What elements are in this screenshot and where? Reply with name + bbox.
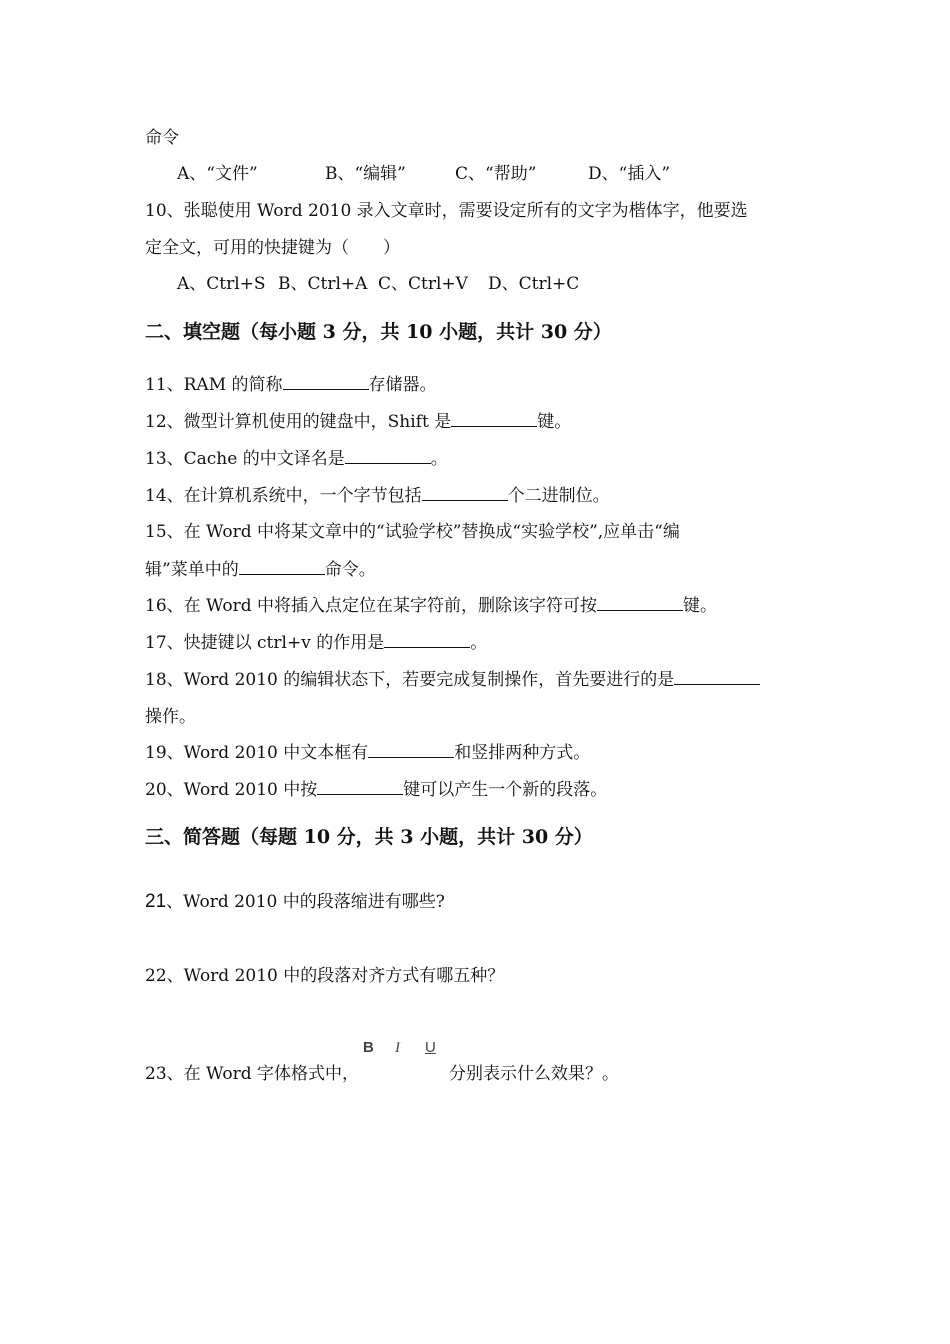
- italic-icon: I: [395, 1040, 401, 1056]
- q19-text: 19、Word 2010 中文本框有: [145, 743, 369, 763]
- q10-option-a: A、Ctrl+S: [177, 274, 266, 294]
- answer-blank: [317, 778, 403, 795]
- q19: [145, 741, 590, 764]
- answer-blank: [451, 410, 537, 427]
- q10-line1: 10、张聪使用 Word 2010 录入文章时，需要设定所有的文字为楷体字，他要选: [145, 201, 748, 221]
- q19-text-end: 和竖排两种方式。: [454, 743, 591, 763]
- q20: [145, 778, 607, 801]
- q20-text-end: 键可以产生一个新的段落。: [403, 780, 608, 800]
- q10-line2: 定全文，可用的快捷键为（ ）: [145, 238, 400, 258]
- q23: [145, 1039, 620, 1085]
- q17: [145, 631, 487, 654]
- q14: [145, 484, 610, 507]
- section2-title: 二、填空题（每小题 3 分，共 10 小题，共计 30 分）: [145, 321, 612, 343]
- section3-title: 三、简答题（每题 10 分，共 3 小题，共计 30 分）: [145, 826, 593, 848]
- answer-blank: [384, 631, 470, 648]
- answer-blank: [283, 373, 369, 390]
- q17-text-end: 。: [470, 633, 488, 653]
- q16-text-end: 键。: [683, 596, 718, 616]
- q9-option-b: B、“编辑”: [325, 164, 406, 184]
- q18-text: 18、Word 2010 的编辑状态下，若要完成复制操作，首先要进行的是: [145, 670, 675, 690]
- q18-line1: [145, 668, 760, 691]
- q13-text-end: 。: [430, 449, 448, 469]
- font-format-icons: [359, 1039, 449, 1081]
- q21-text: 、Word 2010 中的段落缩进有哪些?: [166, 892, 445, 912]
- q10-option-d: D、Ctrl+C: [488, 274, 580, 294]
- q20-text: 20、Word 2010 中按: [145, 780, 318, 800]
- q15-line2: [145, 558, 376, 581]
- q15-text-end: 命令。: [324, 560, 376, 580]
- answer-blank: [345, 447, 431, 464]
- q12: [145, 410, 571, 433]
- answer-blank: [368, 741, 454, 758]
- q17-text: 17、快捷键以 ctrl+v 的作用是: [145, 633, 385, 653]
- q23-text-end: 分别表示什么效果？。: [449, 1064, 620, 1084]
- q22: 22、Word 2010 中的段落对齐方式有哪五种？: [145, 966, 505, 986]
- q9-option-a: A、“文件”: [177, 164, 258, 184]
- q11-text-end: 存储器。: [368, 375, 437, 395]
- underline-icon: U: [425, 1039, 436, 1056]
- q9-option-c: C、“帮助”: [455, 164, 537, 184]
- q16-text: 16、在 Word 中将插入点定位在某字符前，删除该字符可按: [145, 596, 598, 616]
- q14-text: 14、在计算机系统中，一个字节包括: [145, 486, 422, 506]
- q12-text: 12、微型计算机使用的键盘中，Shift 是: [145, 412, 452, 432]
- q16: [145, 594, 717, 617]
- answer-blank: [422, 484, 508, 501]
- q15-line1: 15、在 Word 中将某文章中的“试验学校”替换成“实验学校”,应单击“编: [145, 522, 680, 542]
- q11: [145, 373, 437, 396]
- q9-tail: 命令: [145, 128, 179, 148]
- q21-number: 21: [145, 891, 167, 912]
- q23-text: 23、在 Word 字体格式中，: [145, 1064, 360, 1084]
- answer-blank: [674, 668, 760, 685]
- answer-blank: [239, 558, 325, 575]
- q9-option-d: D、“插入”: [588, 164, 671, 184]
- q13: [145, 447, 448, 470]
- answer-blank: [597, 594, 683, 611]
- q15-text: 辑”菜单中的: [145, 560, 239, 580]
- q12-text-end: 键。: [537, 412, 572, 432]
- q10-option-b: B、Ctrl+A: [278, 274, 368, 294]
- q10-option-c: C、Ctrl+V: [378, 274, 468, 294]
- q14-text-end: 个二进制位。: [507, 486, 610, 506]
- q11-text: 11、RAM 的简称: [145, 375, 283, 395]
- q21: [145, 891, 445, 913]
- q18-line2: 操作。: [145, 707, 196, 727]
- q13-text: 13、Cache 的中文译名是: [145, 449, 345, 469]
- bold-icon: B: [363, 1039, 374, 1056]
